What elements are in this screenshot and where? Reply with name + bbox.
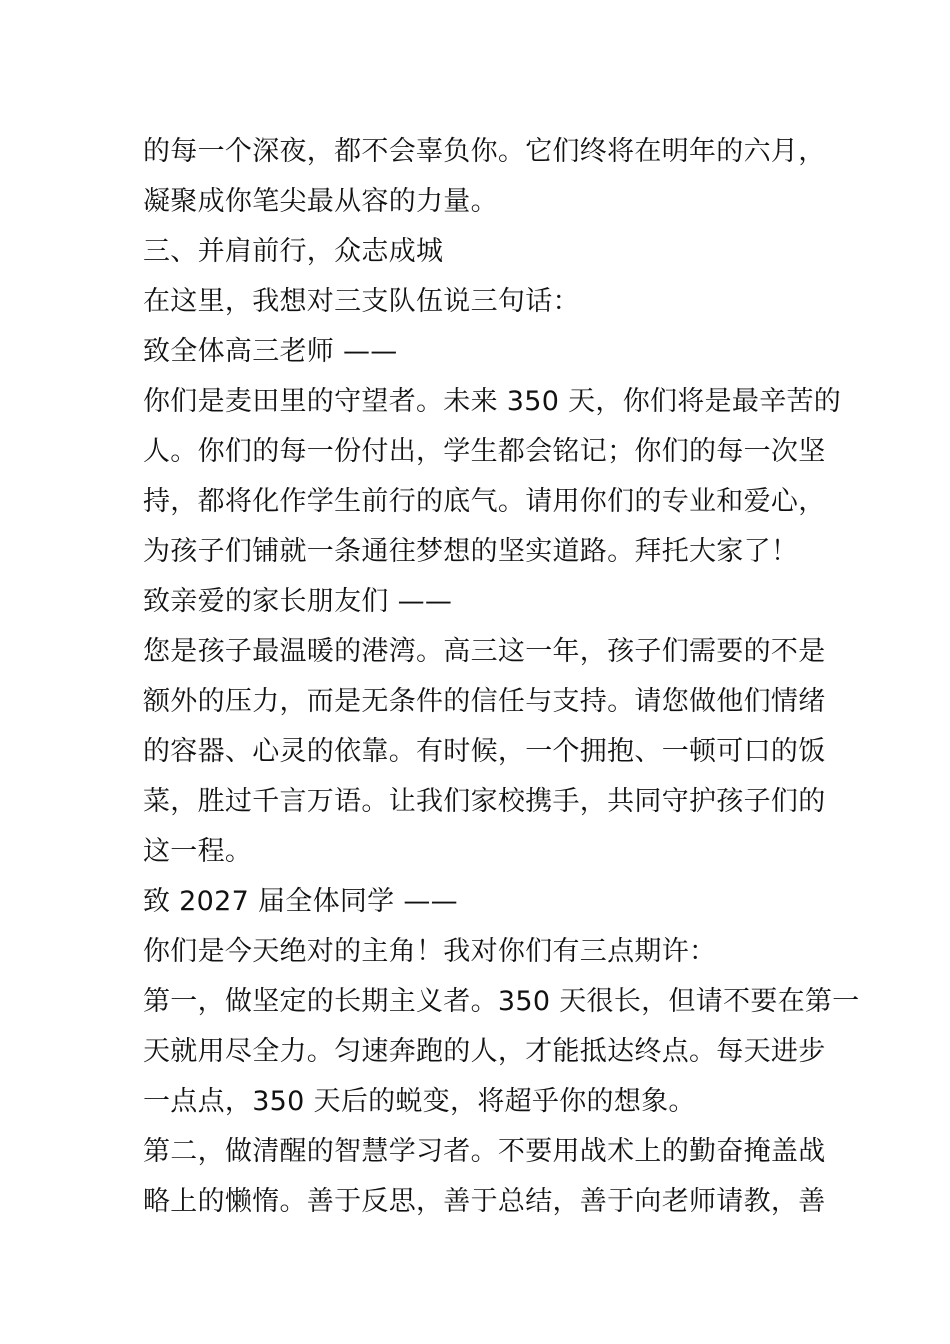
speech-text-body xyxy=(143,127,860,1227)
text-line: 你们是麦田里的守望者。未来 350 天，你们将是最辛苦的 xyxy=(143,386,842,417)
section-heading: 三、并肩前行，众志成城 xyxy=(143,236,444,267)
address-parents-heading: 致亲爱的家长朋友们 —— xyxy=(143,586,453,617)
text-line: 在这里，我想对三支队伍说三句话： xyxy=(143,286,580,317)
text-line: 第二，做清醒的智慧学习者。不要用战术上的勤奋掩盖战 xyxy=(143,1136,826,1167)
text-line: 的每一个深夜，都不会辜负你。它们终将在明年的六月， xyxy=(143,136,826,167)
text-line: 为孩子们铺就一条通往梦想的坚实道路。拜托大家了！ xyxy=(143,536,799,567)
text-line: 略上的懒惰。善于反思，善于总结，善于向老师请教，善 xyxy=(143,1186,826,1217)
text-line: 你们是今天绝对的主角！我对你们有三点期许： xyxy=(143,936,717,967)
text-line: 额外的压力，而是无条件的信任与支持。请您做他们情绪 xyxy=(143,686,826,717)
address-teachers-heading: 致全体高三老师 —— xyxy=(143,336,398,367)
text-line: 凝聚成你笔尖最从容的力量。 xyxy=(143,186,498,217)
text-line: 一点点，350 天后的蜕变，将超乎你的想象。 xyxy=(143,1086,696,1117)
address-students-heading: 致 2027 届全体同学 —— xyxy=(143,886,458,917)
text-line: 这一程。 xyxy=(143,836,253,867)
text-line: 天就用尽全力。匀速奔跑的人，才能抵达终点。每天进步 xyxy=(143,1036,826,1067)
text-line: 的容器、心灵的依靠。有时候，一个拥抱、一顿可口的饭 xyxy=(143,736,826,767)
text-line: 菜，胜过千言万语。让我们家校携手，共同守护孩子们的 xyxy=(143,786,826,817)
text-line: 第一，做坚定的长期主义者。350 天很长，但请不要在第一 xyxy=(143,986,860,1017)
text-line: 人。你们的每一份付出，学生都会铭记；你们的每一次坚 xyxy=(143,436,826,467)
text-line: 您是孩子最温暖的港湾。高三这一年，孩子们需要的不是 xyxy=(143,636,826,667)
text-line: 持，都将化作学生前行的底气。请用你们的专业和爱心， xyxy=(143,486,826,517)
